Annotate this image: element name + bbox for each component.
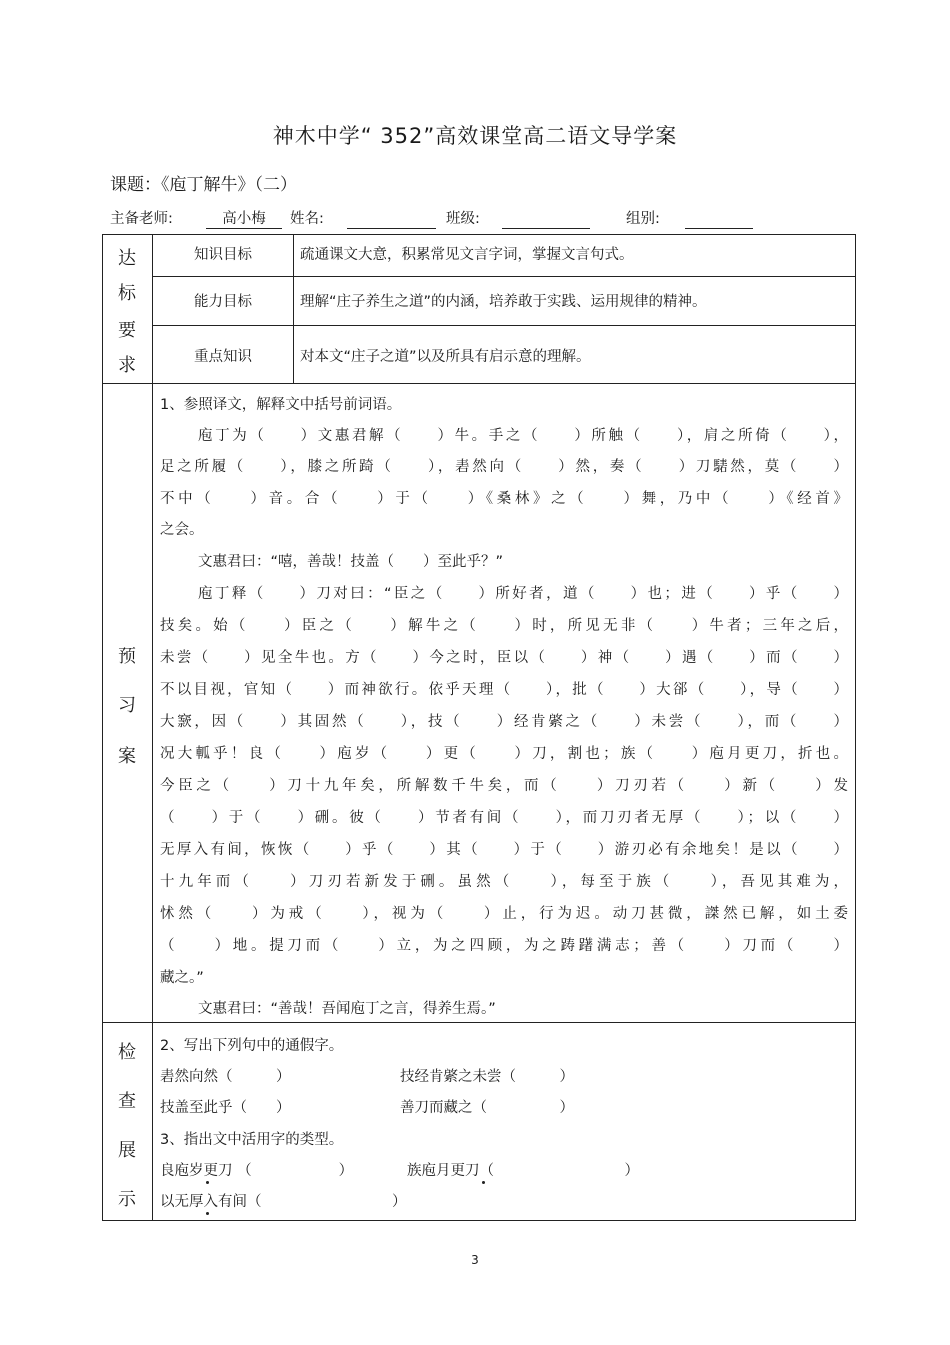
question-3-item: 族庖月更刀（ ） [407, 1163, 639, 1179]
emphasis-dot [482, 1181, 485, 1184]
preview-text-line: 文惠君曰：“善哉！吾闻庖丁之言，得养生焉。” [198, 1001, 496, 1017]
lesson-subject: 课题：《庖丁解牛》（二） [110, 175, 297, 195]
preview-text-line: 未尝（ ）见全牛也。方（ ）今之时，臣以（ ）神（ ）遇（ ）而（ ） [160, 650, 848, 666]
label-column-divider [293, 234, 294, 384]
preview-text-line: 无厚入有间，恢恢（ ）乎（ ）其（ ）于（ ）游刃必有余地矣！是以（ ） [160, 842, 848, 858]
section-char: 查 [118, 1091, 136, 1112]
section-char: 预 [118, 646, 136, 667]
preview-section-label [102, 384, 152, 1022]
group-label: 组别: [626, 211, 660, 227]
section-char: 案 [118, 746, 136, 767]
question-2-item: 善刀而藏之（ ） [400, 1100, 574, 1116]
objective-text-ability: 理解“庄子养生之道”的内涵，培养敢于实践、运用规律的精神。 [300, 294, 707, 310]
section-char: 达 [118, 248, 136, 269]
table-border-top [102, 234, 856, 235]
preview-text-line: 庖丁为（ ）文惠君解（ ）牛。手之（ ）所触（ ），肩之所倚（ ）， [198, 428, 848, 444]
section-divider [102, 383, 856, 384]
preview-text-line: （ ）地。提刀而（ ）立，为之四顾，为之踌躇满志；善（ ）刀而（ ） [160, 938, 848, 954]
preview-question: 1、参照译文，解释文中括号前词语。 [160, 397, 402, 413]
preview-text-line: 今臣之（ ）刀十九年矣，所解数千牛矣，而（ ）刀刃若（ ）新（ ）发 [160, 778, 848, 794]
class-field[interactable] [502, 228, 590, 229]
objective-label-key-knowledge: 重点知识 [194, 349, 252, 365]
preview-text-line: 况大軱乎！良（ ）庖岁（ ）更（ ）刀，割也；族（ ）庖月更刀，折也。 [160, 746, 848, 762]
question-2: 2、写出下列句中的通假字。 [160, 1038, 344, 1054]
objective-text-knowledge: 疏通课文大意，积累常见文言字词，掌握文言句式。 [300, 247, 634, 263]
section-char: 要 [118, 320, 136, 341]
preview-text-line: 大窾，因（ ）其固然（ ），技（ ）经肯綮之（ ）未尝（ ），而（ ） [160, 714, 848, 730]
objective-label-ability: 能力目标 [194, 294, 252, 310]
teacher-name-field [206, 207, 282, 229]
section-char: 习 [118, 695, 136, 716]
preview-text-line: 技矣。始（ ）臣之（ ）解牛之（ ）时，所见无非（ ）牛者；三年之后， [160, 618, 848, 634]
preview-text-line: （ ）于（ ）硎。彼（ ）节者有间（ ），而刀刃者无厚（ ）；以（ ） [160, 810, 848, 826]
section-divider [102, 1022, 856, 1023]
teacher-name: 高小梅 [206, 207, 282, 229]
page-number: 3 [471, 1253, 479, 1267]
page-title: 神木中学“ 352”高效课堂高二语文导学案 [272, 124, 678, 148]
preview-text-line: 文惠君曰：“嘻，善哉！技盖（ ）至此乎？” [198, 554, 504, 570]
table-border-bottom [102, 1220, 856, 1221]
preview-text-line: 庖丁释（ ）刀对曰：“臣之（ ）所好者，道（ ）也；进（ ）乎（ ） [198, 586, 848, 602]
question-3-item: 良庖岁更刀 （ ） [160, 1163, 354, 1179]
teacher-label: 主备老师: [110, 211, 173, 227]
name-field[interactable] [347, 228, 436, 229]
objectives-section-label [102, 234, 152, 383]
question-3-item: 以无厚入有间（ ） [160, 1194, 407, 1210]
question-3: 3、指出文中活用字的类型。 [160, 1132, 344, 1148]
question-2-item: 砉然向然（ ） [160, 1069, 291, 1085]
group-field[interactable] [685, 228, 753, 229]
objective-text-key-knowledge: 对本文“庄子之道”以及所具有启示意的理解。 [300, 349, 591, 365]
section-char: 检 [118, 1042, 136, 1063]
question-2-item: 技经肯綮之未尝（ ） [400, 1069, 574, 1085]
section-char: 标 [118, 283, 136, 304]
emphasis-dot [206, 1181, 209, 1184]
row-divider [152, 325, 855, 326]
preview-text-line: 不以目视，官知（ ）而神欲行。依乎天理（ ），批（ ）大郤（ ），导（ ） [160, 682, 848, 698]
preview-text-line: 十九年而（ ）刀刃若新发于硎。虽然（ ），每至于族（ ），吾见其难为， [160, 874, 848, 890]
objective-label-knowledge: 知识目标 [194, 247, 252, 263]
preview-text-line: 不中（ ）音。合（ ）于（ ）《桑林》之（ ）舞，乃中（ ）《经首》 [160, 491, 848, 507]
class-label: 班级: [446, 211, 480, 227]
section-char: 求 [118, 355, 136, 376]
section-char: 展 [118, 1140, 136, 1161]
check-section-label [102, 1023, 152, 1220]
question-2-item: 技盖至此乎（ ） [160, 1100, 291, 1116]
section-char: 示 [118, 1189, 136, 1210]
preview-text-line: 足之所履（ ），膝之所踦（ ），砉然向（ ）然，奏（ ）刀騞然，莫（ ） [160, 459, 848, 475]
row-divider [152, 276, 855, 277]
preview-text-line: 藏之。” [160, 970, 204, 986]
emphasis-dot [206, 1212, 209, 1215]
preview-text-line: 怵然（ ）为戒（ ），视为（ ）止，行为迟。动刀甚微，謋然已解，如土委 [160, 906, 848, 922]
name-label: 姓名: [290, 211, 324, 227]
preview-text-line: 之会。 [160, 522, 204, 538]
